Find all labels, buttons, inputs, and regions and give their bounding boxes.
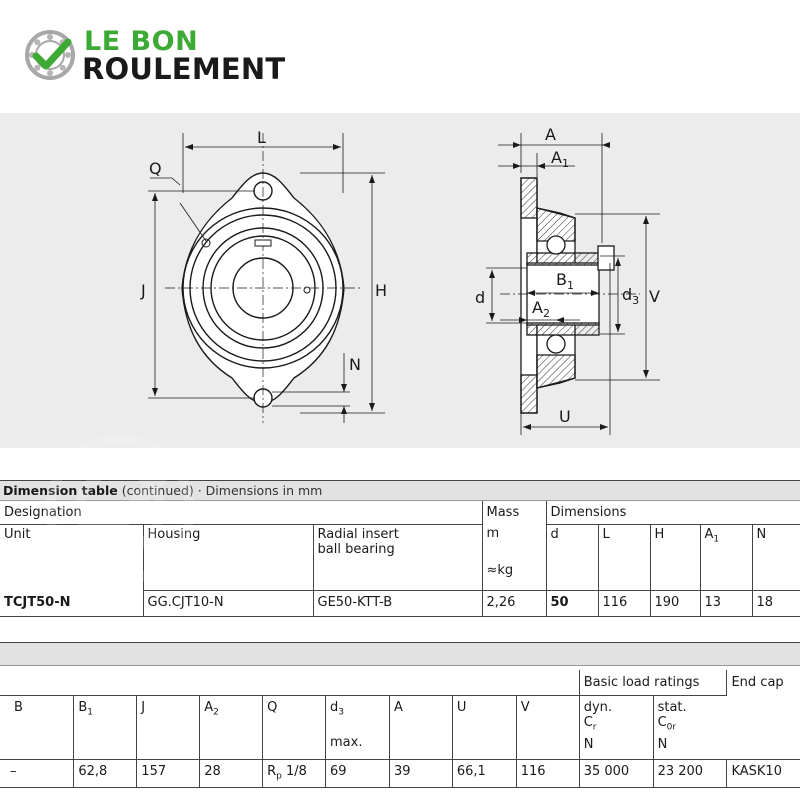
cell-B1: 62,8 bbox=[74, 759, 137, 787]
front-view bbox=[148, 133, 388, 423]
cell-A2: 28 bbox=[200, 759, 263, 787]
cell-C0r: 23 200 bbox=[653, 759, 727, 787]
label-A1: $A_1$ bbox=[551, 148, 569, 170]
cell-housing: GG.CJT10-N bbox=[143, 591, 313, 617]
cell-H: 190 bbox=[650, 591, 700, 617]
cell-L: 116 bbox=[598, 591, 650, 617]
table-row bbox=[0, 759, 800, 787]
caption-subtitle: (continued) · Dimensions in mm bbox=[117, 483, 323, 498]
dimension-table bbox=[0, 480, 800, 617]
header-H: H bbox=[650, 525, 700, 591]
cell-N: 18 bbox=[752, 591, 800, 617]
header-B: B bbox=[0, 695, 74, 759]
cell-A: 39 bbox=[389, 759, 452, 787]
cell-U: 66,1 bbox=[452, 759, 516, 787]
cell-unit: TCJT50-N bbox=[0, 591, 143, 617]
header-L: L bbox=[598, 525, 650, 591]
label-d3: $d_3$ bbox=[622, 285, 640, 307]
cell-B: – bbox=[0, 759, 74, 787]
brand-logo bbox=[24, 26, 314, 86]
technical-drawing bbox=[0, 113, 800, 448]
header-A1: $A_1$ bbox=[700, 525, 752, 591]
cell-d: 50 bbox=[546, 591, 598, 617]
bearing-check-icon bbox=[24, 29, 76, 81]
header-designation: Designation bbox=[0, 501, 482, 525]
header-d: d bbox=[546, 525, 598, 591]
brand-line-2: ROULEMENT bbox=[82, 52, 286, 86]
caption-title: Dimension table bbox=[3, 483, 118, 498]
table-separator bbox=[0, 642, 800, 666]
header-unit: Unit bbox=[0, 525, 143, 591]
cell-d3: 69 bbox=[326, 759, 390, 787]
table-row bbox=[0, 591, 800, 617]
header-A: A bbox=[389, 695, 452, 759]
label-B1: $B_1$ bbox=[556, 270, 574, 292]
header-J: J bbox=[137, 695, 200, 759]
header-V: V bbox=[516, 695, 579, 759]
label-J: J bbox=[141, 281, 146, 300]
header-A2: $A_2$ bbox=[200, 695, 263, 759]
header-stat: stat. $C_{0r}$ N bbox=[653, 695, 727, 759]
label-H: H bbox=[375, 281, 388, 300]
label-L: L bbox=[257, 128, 266, 147]
header-U: U bbox=[452, 695, 516, 759]
drawing-svg bbox=[0, 113, 800, 448]
label-A: A bbox=[545, 125, 556, 144]
cell-insert: GE50-KTT-B bbox=[313, 591, 482, 617]
cell-A1: 13 bbox=[700, 591, 752, 617]
header-Q: Q bbox=[263, 695, 326, 759]
cell-end-cap: KASK10 bbox=[727, 759, 800, 787]
label-N: N bbox=[349, 355, 361, 374]
cell-V: 116 bbox=[516, 759, 579, 787]
cell-Q: $R_p$ 1/8 bbox=[263, 759, 326, 787]
header-B1: $B_1$ bbox=[74, 695, 137, 759]
header-mass: Mass m ≈kg bbox=[482, 501, 546, 591]
label-V: V bbox=[649, 287, 660, 306]
brand-line-1: LE BON bbox=[84, 26, 199, 57]
header-dimensions: Dimensions bbox=[546, 501, 800, 525]
header-basic-load: Basic load ratings bbox=[579, 670, 727, 695]
header-end-cap: End cap bbox=[727, 670, 800, 759]
header-housing: Housing bbox=[143, 525, 313, 591]
cell-Cr: 35 000 bbox=[579, 759, 653, 787]
cell-J: 157 bbox=[137, 759, 200, 787]
header-dyn: dyn. $C_r$ N bbox=[579, 695, 653, 759]
label-Q: Q bbox=[149, 159, 162, 178]
header-d3: $d_3$ max. bbox=[326, 695, 390, 759]
label-A2: $A_2$ bbox=[532, 298, 550, 320]
cell-mass: 2,26 bbox=[482, 591, 546, 617]
label-U: U bbox=[559, 407, 571, 426]
header-radial-insert: Radial insert ball bearing bbox=[313, 525, 482, 591]
label-d: d bbox=[475, 288, 486, 307]
table-caption bbox=[0, 481, 800, 501]
dimension-table-continued bbox=[0, 670, 800, 788]
header-N: N bbox=[752, 525, 800, 591]
